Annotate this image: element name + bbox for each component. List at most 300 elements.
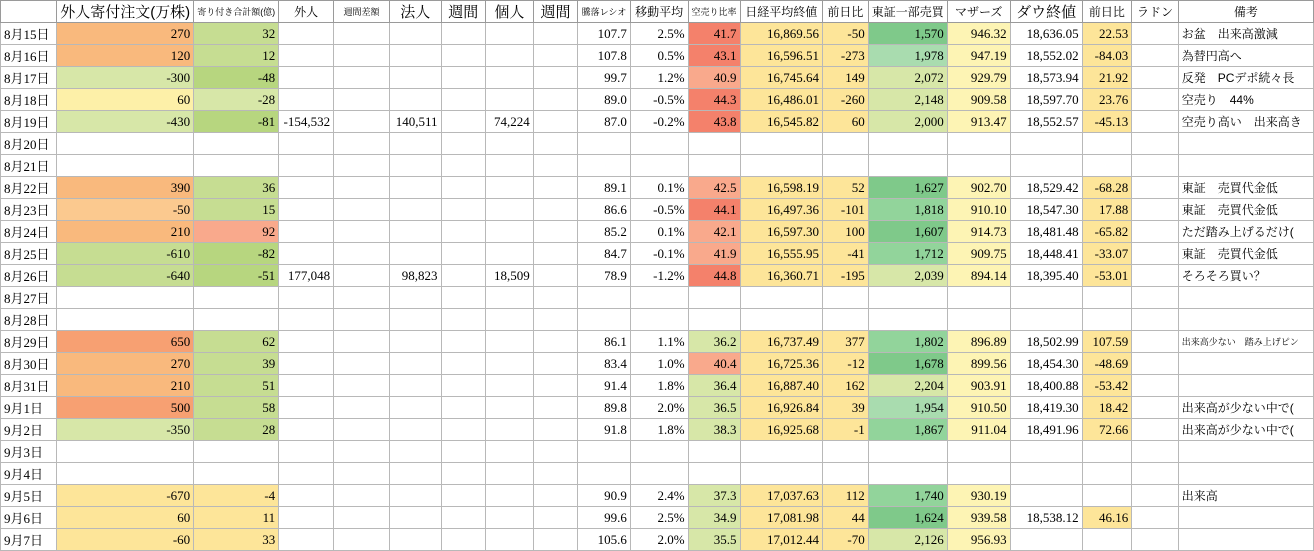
cell-r21-c0[interactable]: -670 [57, 485, 194, 507]
cell-r21-c9[interactable]: 2.4% [630, 485, 688, 507]
cell-r1-c10[interactable]: 43.1 [688, 45, 740, 67]
row-date[interactable]: 8月27日 [1, 287, 57, 309]
cell-r0-c18[interactable]: お盆 出来高激減 [1178, 23, 1313, 45]
cell-r1-c9[interactable]: 0.5% [630, 45, 688, 67]
cell-r22-c12[interactable]: 44 [823, 507, 869, 529]
cell-r18-c16[interactable]: 72.66 [1082, 419, 1132, 441]
row-date[interactable]: 8月16日 [1, 45, 57, 67]
cell-r3-c0[interactable]: 60 [57, 89, 194, 111]
cell-r17-c2[interactable] [279, 397, 334, 419]
cell-r21-c3[interactable] [334, 485, 390, 507]
cell-r3-c14[interactable]: 909.58 [947, 89, 1010, 111]
cell-r0-c1[interactable]: 32 [194, 23, 279, 45]
column-header-12[interactable]: 日経平均終値 [740, 1, 823, 23]
cell-r1-c2[interactable] [279, 45, 334, 67]
table-row[interactable] [1, 529, 1314, 551]
cell-r19-c14[interactable] [947, 441, 1010, 463]
cell-r15-c10[interactable]: 40.4 [688, 353, 740, 375]
cell-r16-c0[interactable]: 210 [57, 375, 194, 397]
cell-r20-c7[interactable] [533, 463, 577, 485]
cell-r8-c12[interactable]: -101 [823, 199, 869, 221]
cell-r20-c16[interactable] [1082, 463, 1132, 485]
cell-r14-c9[interactable]: 1.1% [630, 331, 688, 353]
cell-r2-c0[interactable]: -300 [57, 67, 194, 89]
cell-r6-c11[interactable] [740, 155, 823, 177]
cell-r23-c7[interactable] [533, 529, 577, 551]
cell-r13-c11[interactable] [740, 309, 823, 331]
cell-r23-c16[interactable] [1082, 529, 1132, 551]
cell-r7-c3[interactable] [334, 177, 390, 199]
cell-r20-c18[interactable] [1178, 463, 1313, 485]
cell-r16-c14[interactable]: 903.91 [947, 375, 1010, 397]
cell-r23-c2[interactable] [279, 529, 334, 551]
table-row[interactable] [1, 89, 1314, 111]
cell-r14-c5[interactable] [441, 331, 485, 353]
cell-r12-c5[interactable] [441, 287, 485, 309]
cell-r16-c18[interactable] [1178, 375, 1313, 397]
cell-r17-c15[interactable]: 18,419.30 [1010, 397, 1082, 419]
cell-r3-c12[interactable]: -260 [823, 89, 869, 111]
cell-r4-c18[interactable]: 空売り高い 出来高き [1178, 111, 1313, 133]
cell-r4-c5[interactable] [441, 111, 485, 133]
cell-r8-c7[interactable] [533, 199, 577, 221]
cell-r10-c18[interactable]: 東証 売買代金低 [1178, 243, 1313, 265]
cell-r9-c4[interactable] [389, 221, 441, 243]
cell-r11-c4[interactable]: 98,823 [389, 265, 441, 287]
table-row[interactable] [1, 265, 1314, 287]
cell-r12-c11[interactable] [740, 287, 823, 309]
column-header-4[interactable]: 週間差額 [334, 1, 390, 23]
cell-r2-c2[interactable] [279, 67, 334, 89]
column-header-15[interactable]: マザーズ [947, 1, 1010, 23]
cell-r10-c4[interactable] [389, 243, 441, 265]
cell-r19-c16[interactable] [1082, 441, 1132, 463]
cell-r15-c7[interactable] [533, 353, 577, 375]
cell-r16-c2[interactable] [279, 375, 334, 397]
table-row[interactable] [1, 243, 1314, 265]
column-header-9[interactable]: 騰落レシオ [578, 1, 631, 23]
cell-r15-c3[interactable] [334, 353, 390, 375]
cell-r18-c9[interactable]: 1.8% [630, 419, 688, 441]
cell-r14-c2[interactable] [279, 331, 334, 353]
cell-r3-c1[interactable]: -28 [194, 89, 279, 111]
cell-r4-c17[interactable] [1132, 111, 1179, 133]
cell-r13-c5[interactable] [441, 309, 485, 331]
cell-r2-c5[interactable] [441, 67, 485, 89]
cell-r1-c11[interactable]: 16,596.51 [740, 45, 823, 67]
cell-r19-c1[interactable] [194, 441, 279, 463]
cell-r8-c11[interactable]: 16,497.36 [740, 199, 823, 221]
column-header-1[interactable]: 外人寄付注文(万株) [57, 1, 194, 23]
cell-r16-c6[interactable] [485, 375, 533, 397]
cell-r15-c18[interactable] [1178, 353, 1313, 375]
cell-r7-c6[interactable] [485, 177, 533, 199]
cell-r18-c17[interactable] [1132, 419, 1179, 441]
cell-r15-c14[interactable]: 899.56 [947, 353, 1010, 375]
cell-r15-c1[interactable]: 39 [194, 353, 279, 375]
cell-r16-c11[interactable]: 16,887.40 [740, 375, 823, 397]
cell-r3-c8[interactable]: 89.0 [578, 89, 631, 111]
cell-r12-c6[interactable] [485, 287, 533, 309]
cell-r17-c3[interactable] [334, 397, 390, 419]
cell-r3-c18[interactable]: 空売り 44% [1178, 89, 1313, 111]
cell-r16-c9[interactable]: 1.8% [630, 375, 688, 397]
cell-r17-c4[interactable] [389, 397, 441, 419]
cell-r8-c2[interactable] [279, 199, 334, 221]
cell-r15-c13[interactable]: 1,678 [868, 353, 947, 375]
row-date[interactable]: 8月20日 [1, 133, 57, 155]
row-date[interactable]: 8月19日 [1, 111, 57, 133]
cell-r22-c9[interactable]: 2.5% [630, 507, 688, 529]
cell-r9-c5[interactable] [441, 221, 485, 243]
cell-r4-c2[interactable]: -154,532 [279, 111, 334, 133]
cell-r19-c9[interactable] [630, 441, 688, 463]
cell-r13-c2[interactable] [279, 309, 334, 331]
cell-r10-c13[interactable]: 1,712 [868, 243, 947, 265]
cell-r6-c17[interactable] [1132, 155, 1179, 177]
cell-r5-c12[interactable] [823, 133, 869, 155]
row-date[interactable]: 9月7日 [1, 529, 57, 551]
cell-r20-c6[interactable] [485, 463, 533, 485]
cell-r11-c3[interactable] [334, 265, 390, 287]
cell-r9-c18[interactable]: ただ踏み上げるだけ( [1178, 221, 1313, 243]
cell-r0-c0[interactable]: 270 [57, 23, 194, 45]
cell-r20-c10[interactable] [688, 463, 740, 485]
cell-r11-c7[interactable] [533, 265, 577, 287]
cell-r7-c5[interactable] [441, 177, 485, 199]
cell-r14-c10[interactable]: 36.2 [688, 331, 740, 353]
cell-r11-c14[interactable]: 894.14 [947, 265, 1010, 287]
cell-r15-c6[interactable] [485, 353, 533, 375]
cell-r9-c15[interactable]: 18,481.48 [1010, 221, 1082, 243]
cell-r20-c15[interactable] [1010, 463, 1082, 485]
column-header-16[interactable]: ダウ終値 [1010, 1, 1082, 23]
cell-r2-c1[interactable]: -48 [194, 67, 279, 89]
cell-r0-c7[interactable] [533, 23, 577, 45]
cell-r13-c18[interactable] [1178, 309, 1313, 331]
cell-r21-c4[interactable] [389, 485, 441, 507]
cell-r10-c1[interactable]: -82 [194, 243, 279, 265]
cell-r9-c2[interactable] [279, 221, 334, 243]
cell-r11-c12[interactable]: -195 [823, 265, 869, 287]
cell-r17-c7[interactable] [533, 397, 577, 419]
cell-r3-c16[interactable]: 23.76 [1082, 89, 1132, 111]
cell-r6-c1[interactable] [194, 155, 279, 177]
cell-r12-c14[interactable] [947, 287, 1010, 309]
column-header-19[interactable]: 備考 [1178, 1, 1313, 23]
cell-r12-c15[interactable] [1010, 287, 1082, 309]
row-date[interactable]: 8月26日 [1, 265, 57, 287]
cell-r14-c13[interactable]: 1,802 [868, 331, 947, 353]
table-row[interactable] [1, 177, 1314, 199]
cell-r20-c9[interactable] [630, 463, 688, 485]
cell-r7-c13[interactable]: 1,627 [868, 177, 947, 199]
cell-r23-c1[interactable]: 33 [194, 529, 279, 551]
cell-r21-c2[interactable] [279, 485, 334, 507]
cell-r3-c13[interactable]: 2,148 [868, 89, 947, 111]
cell-r18-c5[interactable] [441, 419, 485, 441]
cell-r1-c18[interactable]: 為替円高へ [1178, 45, 1313, 67]
cell-r3-c15[interactable]: 18,597.70 [1010, 89, 1082, 111]
cell-r3-c4[interactable] [389, 89, 441, 111]
cell-r8-c6[interactable] [485, 199, 533, 221]
cell-r6-c12[interactable] [823, 155, 869, 177]
cell-r2-c4[interactable] [389, 67, 441, 89]
cell-r10-c12[interactable]: -41 [823, 243, 869, 265]
cell-r21-c7[interactable] [533, 485, 577, 507]
cell-r22-c5[interactable] [441, 507, 485, 529]
cell-r18-c13[interactable]: 1,867 [868, 419, 947, 441]
cell-r13-c14[interactable] [947, 309, 1010, 331]
cell-r15-c2[interactable] [279, 353, 334, 375]
cell-r17-c14[interactable]: 910.50 [947, 397, 1010, 419]
cell-r13-c17[interactable] [1132, 309, 1179, 331]
cell-r14-c14[interactable]: 896.89 [947, 331, 1010, 353]
cell-r13-c15[interactable] [1010, 309, 1082, 331]
cell-r0-c17[interactable] [1132, 23, 1179, 45]
cell-r19-c8[interactable] [578, 441, 631, 463]
cell-r0-c10[interactable]: 41.7 [688, 23, 740, 45]
cell-r15-c11[interactable]: 16,725.36 [740, 353, 823, 375]
cell-r18-c18[interactable]: 出来高が少ない中で( [1178, 419, 1313, 441]
cell-r22-c17[interactable] [1132, 507, 1179, 529]
cell-r14-c3[interactable] [334, 331, 390, 353]
cell-r5-c16[interactable] [1082, 133, 1132, 155]
cell-r11-c16[interactable]: -53.01 [1082, 265, 1132, 287]
cell-r19-c7[interactable] [533, 441, 577, 463]
cell-r21-c18[interactable]: 出来高 [1178, 485, 1313, 507]
cell-r17-c12[interactable]: 39 [823, 397, 869, 419]
row-date[interactable]: 8月17日 [1, 67, 57, 89]
cell-r23-c10[interactable]: 35.5 [688, 529, 740, 551]
row-date[interactable]: 8月21日 [1, 155, 57, 177]
cell-r12-c1[interactable] [194, 287, 279, 309]
cell-r15-c0[interactable]: 270 [57, 353, 194, 375]
cell-r7-c17[interactable] [1132, 177, 1179, 199]
cell-r11-c15[interactable]: 18,395.40 [1010, 265, 1082, 287]
column-header-7[interactable]: 個人 [485, 1, 533, 23]
cell-r18-c2[interactable] [279, 419, 334, 441]
cell-r1-c3[interactable] [334, 45, 390, 67]
row-date[interactable]: 8月24日 [1, 221, 57, 243]
row-date[interactable]: 9月5日 [1, 485, 57, 507]
cell-r21-c6[interactable] [485, 485, 533, 507]
cell-r10-c0[interactable]: -610 [57, 243, 194, 265]
cell-r6-c6[interactable] [485, 155, 533, 177]
cell-r4-c9[interactable]: -0.2% [630, 111, 688, 133]
cell-r7-c7[interactable] [533, 177, 577, 199]
cell-r13-c3[interactable] [334, 309, 390, 331]
cell-r3-c6[interactable] [485, 89, 533, 111]
cell-r5-c3[interactable] [334, 133, 390, 155]
cell-r15-c8[interactable]: 83.4 [578, 353, 631, 375]
cell-r9-c12[interactable]: 100 [823, 221, 869, 243]
cell-r10-c9[interactable]: -0.1% [630, 243, 688, 265]
cell-r11-c10[interactable]: 44.8 [688, 265, 740, 287]
cell-r0-c2[interactable] [279, 23, 334, 45]
cell-r12-c16[interactable] [1082, 287, 1132, 309]
cell-r23-c5[interactable] [441, 529, 485, 551]
cell-r17-c10[interactable]: 36.5 [688, 397, 740, 419]
cell-r19-c5[interactable] [441, 441, 485, 463]
cell-r19-c0[interactable] [57, 441, 194, 463]
cell-r9-c14[interactable]: 914.73 [947, 221, 1010, 243]
cell-r23-c18[interactable] [1178, 529, 1313, 551]
cell-r19-c2[interactable] [279, 441, 334, 463]
cell-r4-c13[interactable]: 2,000 [868, 111, 947, 133]
cell-r14-c12[interactable]: 377 [823, 331, 869, 353]
cell-r19-c10[interactable] [688, 441, 740, 463]
column-header-2[interactable]: 寄り付き合計額(億) [194, 1, 279, 23]
cell-r11-c2[interactable]: 177,048 [279, 265, 334, 287]
cell-r12-c18[interactable] [1178, 287, 1313, 309]
cell-r10-c15[interactable]: 18,448.41 [1010, 243, 1082, 265]
cell-r22-c6[interactable] [485, 507, 533, 529]
cell-r19-c3[interactable] [334, 441, 390, 463]
cell-r17-c6[interactable] [485, 397, 533, 419]
cell-r4-c11[interactable]: 16,545.82 [740, 111, 823, 133]
column-header-13[interactable]: 前日比 [823, 1, 869, 23]
cell-r22-c11[interactable]: 17,081.98 [740, 507, 823, 529]
cell-r16-c16[interactable]: -53.42 [1082, 375, 1132, 397]
cell-r6-c16[interactable] [1082, 155, 1132, 177]
cell-r2-c17[interactable] [1132, 67, 1179, 89]
cell-r0-c13[interactable]: 1,570 [868, 23, 947, 45]
cell-r22-c4[interactable] [389, 507, 441, 529]
cell-r20-c4[interactable] [389, 463, 441, 485]
cell-r17-c5[interactable] [441, 397, 485, 419]
cell-r6-c8[interactable] [578, 155, 631, 177]
cell-r9-c16[interactable]: -65.82 [1082, 221, 1132, 243]
cell-r23-c15[interactable] [1010, 529, 1082, 551]
cell-r19-c6[interactable] [485, 441, 533, 463]
cell-r2-c13[interactable]: 2,072 [868, 67, 947, 89]
cell-r11-c11[interactable]: 16,360.71 [740, 265, 823, 287]
cell-r6-c9[interactable] [630, 155, 688, 177]
cell-r17-c8[interactable]: 89.8 [578, 397, 631, 419]
cell-r1-c6[interactable] [485, 45, 533, 67]
cell-r20-c12[interactable] [823, 463, 869, 485]
cell-r7-c12[interactable]: 52 [823, 177, 869, 199]
row-date[interactable]: 8月29日 [1, 331, 57, 353]
row-date[interactable]: 9月3日 [1, 441, 57, 463]
cell-r1-c12[interactable]: -273 [823, 45, 869, 67]
table-row[interactable] [1, 199, 1314, 221]
cell-r10-c11[interactable]: 16,555.95 [740, 243, 823, 265]
cell-r16-c7[interactable] [533, 375, 577, 397]
cell-r12-c8[interactable] [578, 287, 631, 309]
cell-r21-c17[interactable] [1132, 485, 1179, 507]
cell-r23-c4[interactable] [389, 529, 441, 551]
cell-r6-c5[interactable] [441, 155, 485, 177]
cell-r16-c4[interactable] [389, 375, 441, 397]
cell-r2-c12[interactable]: 149 [823, 67, 869, 89]
cell-r23-c17[interactable] [1132, 529, 1179, 551]
cell-r22-c14[interactable]: 939.58 [947, 507, 1010, 529]
cell-r4-c8[interactable]: 87.0 [578, 111, 631, 133]
cell-r4-c4[interactable]: 140,511 [389, 111, 441, 133]
cell-r10-c6[interactable] [485, 243, 533, 265]
cell-r4-c6[interactable]: 74,224 [485, 111, 533, 133]
cell-r3-c5[interactable] [441, 89, 485, 111]
cell-r22-c13[interactable]: 1,624 [868, 507, 947, 529]
cell-r7-c18[interactable]: 東証 売買代金低 [1178, 177, 1313, 199]
cell-r0-c8[interactable]: 107.7 [578, 23, 631, 45]
cell-r0-c5[interactable] [441, 23, 485, 45]
cell-r15-c12[interactable]: -12 [823, 353, 869, 375]
cell-r8-c4[interactable] [389, 199, 441, 221]
cell-r16-c17[interactable] [1132, 375, 1179, 397]
cell-r16-c1[interactable]: 51 [194, 375, 279, 397]
cell-r17-c13[interactable]: 1,954 [868, 397, 947, 419]
cell-r7-c15[interactable]: 18,529.42 [1010, 177, 1082, 199]
cell-r22-c15[interactable]: 18,538.12 [1010, 507, 1082, 529]
cell-r21-c11[interactable]: 17,037.63 [740, 485, 823, 507]
cell-r1-c15[interactable]: 18,552.02 [1010, 45, 1082, 67]
cell-r6-c10[interactable] [688, 155, 740, 177]
cell-r3-c2[interactable] [279, 89, 334, 111]
cell-r18-c11[interactable]: 16,925.68 [740, 419, 823, 441]
cell-r2-c6[interactable] [485, 67, 533, 89]
cell-r5-c13[interactable] [868, 133, 947, 155]
cell-r9-c11[interactable]: 16,597.30 [740, 221, 823, 243]
row-date[interactable]: 8月22日 [1, 177, 57, 199]
cell-r0-c11[interactable]: 16,869.56 [740, 23, 823, 45]
table-row[interactable] [1, 67, 1314, 89]
cell-r23-c9[interactable]: 2.0% [630, 529, 688, 551]
cell-r7-c16[interactable]: -68.28 [1082, 177, 1132, 199]
cell-r2-c16[interactable]: 21.92 [1082, 67, 1132, 89]
cell-r20-c1[interactable] [194, 463, 279, 485]
cell-r6-c15[interactable] [1010, 155, 1082, 177]
cell-r1-c8[interactable]: 107.8 [578, 45, 631, 67]
cell-r11-c1[interactable]: -51 [194, 265, 279, 287]
cell-r16-c10[interactable]: 36.4 [688, 375, 740, 397]
cell-r9-c0[interactable]: 210 [57, 221, 194, 243]
cell-r4-c15[interactable]: 18,552.57 [1010, 111, 1082, 133]
cell-r11-c17[interactable] [1132, 265, 1179, 287]
column-header-3[interactable]: 外人 [279, 1, 334, 23]
cell-r8-c9[interactable]: -0.5% [630, 199, 688, 221]
cell-r2-c14[interactable]: 929.79 [947, 67, 1010, 89]
cell-r1-c16[interactable]: -84.03 [1082, 45, 1132, 67]
table-row[interactable] [1, 397, 1314, 419]
column-header-6[interactable]: 週間 [441, 1, 485, 23]
cell-r22-c10[interactable]: 34.9 [688, 507, 740, 529]
table-row[interactable] [1, 309, 1314, 331]
cell-r2-c8[interactable]: 99.7 [578, 67, 631, 89]
cell-r14-c16[interactable]: 107.59 [1082, 331, 1132, 353]
cell-r14-c1[interactable]: 62 [194, 331, 279, 353]
table-row[interactable] [1, 485, 1314, 507]
cell-r14-c8[interactable]: 86.1 [578, 331, 631, 353]
cell-r5-c8[interactable] [578, 133, 631, 155]
cell-r4-c16[interactable]: -45.13 [1082, 111, 1132, 133]
cell-r5-c6[interactable] [485, 133, 533, 155]
cell-r1-c4[interactable] [389, 45, 441, 67]
cell-r15-c4[interactable] [389, 353, 441, 375]
cell-r20-c14[interactable] [947, 463, 1010, 485]
cell-r12-c4[interactable] [389, 287, 441, 309]
cell-r18-c10[interactable]: 38.3 [688, 419, 740, 441]
cell-r20-c11[interactable] [740, 463, 823, 485]
table-row[interactable] [1, 375, 1314, 397]
cell-r10-c3[interactable] [334, 243, 390, 265]
cell-r11-c6[interactable]: 18,509 [485, 265, 533, 287]
cell-r12-c13[interactable] [868, 287, 947, 309]
cell-r11-c18[interactable]: そろそろ買い？ [1178, 265, 1313, 287]
cell-r11-c13[interactable]: 2,039 [868, 265, 947, 287]
